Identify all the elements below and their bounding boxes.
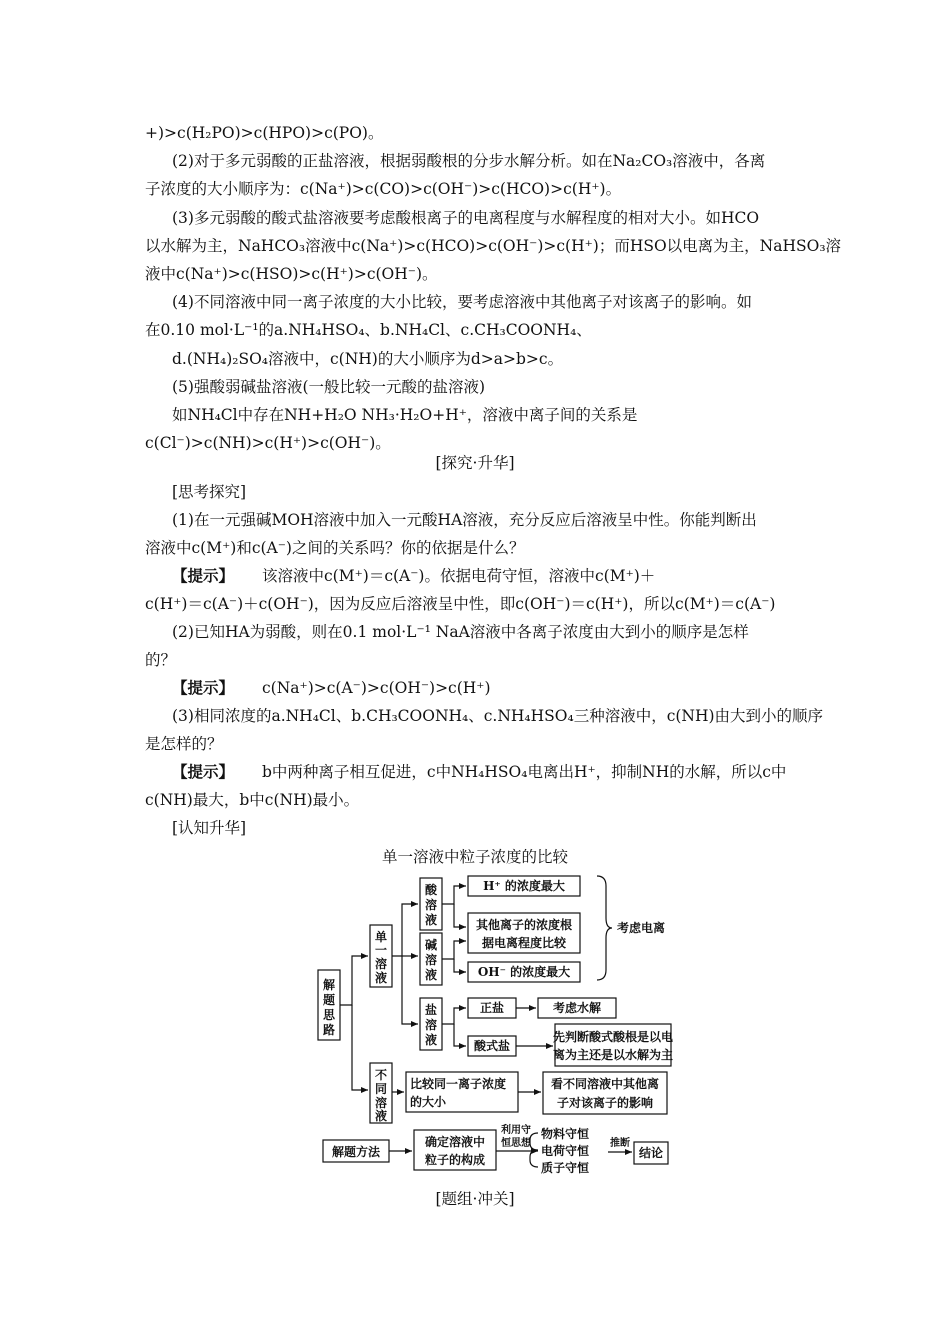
diagram-title: 单一溶液中粒子浓度的比较	[381, 848, 568, 866]
section-heading-tizu: [题组·冲关]	[435, 1190, 515, 1208]
oh-max-label: OH⁻ 的浓度最大	[477, 965, 571, 979]
suanshi-desc-line-1: 先判断酸式酸根是以电	[552, 1030, 674, 1044]
body-line: d.(NH₄)₂SO₄溶液中，c(NH)的大小顺序为d>a>b>c。	[172, 350, 564, 368]
other-ions-line-1: 其他离子的浓度根	[475, 918, 573, 932]
yan-char-1: 溶	[424, 1018, 438, 1032]
danyi-char-3: 液	[374, 971, 388, 985]
subheading-sikao: [思考探究]	[172, 483, 247, 501]
kaolv-shuijie-label: 考虑水解	[552, 1001, 602, 1015]
body-line: (3)多元弱酸的酸式盐溶液要考虑酸根离子的电离程度与水解程度的相对大小。如HCO	[172, 209, 760, 227]
shouheng-line-3: 质子守恒	[541, 1161, 590, 1175]
body-line: 子浓度的大小顺序为：c(Na⁺)>c(CO)>c(OH⁻)>c(HCO)>c(H⁺)。	[145, 180, 622, 198]
jian-char-1: 溶	[424, 953, 438, 967]
suanshiyan-label: 酸式盐	[473, 1039, 511, 1053]
question-3-line-1: (3)相同浓度的a.NH₄Cl、b.CH₃COONH₄、c.NH₄HSO₄三种溶液中，c(NH)由大到小的顺序	[172, 707, 824, 725]
butong-char-0: 不	[374, 1068, 388, 1082]
shouheng-line-2: 电荷守恒	[541, 1144, 590, 1158]
liyong-line-2: 恒思想	[501, 1138, 531, 1149]
queding-line-2: 粒子的构成	[424, 1153, 486, 1167]
hint-label: 【提示】	[172, 762, 235, 781]
subheading-renzhi: [认知升华]	[172, 819, 247, 837]
jieti-silu-char-1: 题	[322, 993, 336, 1007]
danyi-char-2: 溶	[374, 957, 388, 971]
question-1-line-1: (1)在一元强碱MOH溶液中加入一元酸HA溶液，充分反应后溶液呈中性。你能判断出	[172, 511, 757, 529]
suanshi-desc-line-2: 离为主还是以水解为主	[552, 1048, 674, 1062]
answer-3-line-2: c(NH)最大，b中c(NH)最小。	[145, 791, 360, 809]
shouheng-line-1: 物料守恒	[541, 1127, 590, 1141]
liyong-line-1: 利用守	[501, 1125, 531, 1136]
answer-2: c(Na⁺)>c(A⁻)>c(OH⁻)>c(H⁺)	[262, 679, 491, 697]
question-1-line-2: 溶液中c(M⁺)和c(A⁻)之间的关系吗？你的依据是什么？	[145, 539, 525, 557]
bijiao-line-1: 比较同一离子浓度	[410, 1077, 507, 1091]
body-line: 如NH₄Cl中存在NH+H₂O NH₃·H₂O+H⁺，溶液中离子间的关系是	[172, 406, 638, 424]
body-line: 液中c(Na⁺)>c(HSO)>c(H⁺)>c(OH⁻)。	[145, 265, 438, 283]
danyi-char-1: 一	[374, 943, 388, 957]
butong-char-3: 液	[374, 1109, 388, 1123]
butong-char-1: 同	[374, 1082, 388, 1096]
body-line: (2)对于多元弱酸的正盐溶液，根据弱酸根的分步水解分析。如在Na₂CO₃溶液中，各离	[172, 152, 766, 170]
body-line: (4)不同溶液中同一离子浓度的大小比较，要考虑溶液中其他离子对该离子的影响。如	[172, 293, 752, 311]
suan-char-1: 溶	[424, 898, 438, 912]
answer-3-line-1: b中两种离子相互促进，c中NH₄HSO₄电离出H⁺，抑制NH的水解，所以c中	[262, 763, 787, 781]
jieti-silu-char-0: 解	[322, 978, 336, 992]
jieti-silu-char-2: 思	[322, 1008, 336, 1022]
kaolv-dianli-label: 考虑电离	[617, 921, 666, 935]
flowchart-diagram	[0, 868, 950, 1184]
jian-char-2: 液	[424, 968, 438, 982]
jian-char-0: 碱	[424, 938, 438, 952]
body-line: 在0.10 mol·L⁻¹的a.NH₄HSO₄、b.NH₄Cl、c.CH₃COONH₄、	[145, 321, 592, 339]
kan-butong-line-1: 看不同溶液中其他离	[550, 1077, 660, 1091]
danyi-char-0: 单	[374, 930, 388, 944]
other-ions-line-2: 据电离程度比较	[481, 936, 567, 950]
hint-label: 【提示】	[172, 566, 235, 585]
question-2-line-2: 的？	[145, 651, 177, 669]
suan-char-2: 液	[424, 913, 438, 927]
kan-butong-line-2: 子对该离子的影响	[556, 1096, 654, 1110]
jieti-fangfa-label: 解题方法	[331, 1145, 381, 1159]
jielun-label: 结论	[638, 1146, 664, 1160]
question-2-line-1: (2)已知HA为弱酸，则在0.1 mol·L⁻¹ NaA溶液中各离子浓度由大到小的顺序是怎样	[172, 623, 749, 641]
bijiao-line-2: 的大小	[410, 1095, 447, 1109]
queding-line-1: 确定溶液中	[424, 1135, 486, 1149]
hint-label: 【提示】	[172, 678, 235, 697]
h-max-label: H⁺ 的浓度最大	[483, 879, 565, 893]
body-line: (5)强酸弱碱盐溶液(一般比较一元酸的盐溶液)	[172, 378, 486, 396]
body-line: c(Cl⁻)>c(NH)>c(H⁺)>c(OH⁻)。	[145, 434, 391, 452]
body-line: +)>c(H₂PO)>c(HPO)>c(PO)。	[145, 124, 384, 142]
yan-char-2: 液	[424, 1033, 438, 1047]
suan-char-0: 酸	[424, 883, 438, 897]
answer-1-line-1: 该溶液中c(M⁺)＝c(A⁻)。依据电荷守恒，溶液中c(M⁺)＋	[262, 567, 656, 585]
question-3-line-2: 是怎样的？	[145, 735, 223, 753]
yan-char-0: 盐	[424, 1003, 438, 1017]
section-heading-tanjiu: [探究·升华]	[435, 454, 515, 472]
jieti-silu-char-3: 路	[322, 1023, 336, 1037]
answer-1-line-2: c(H⁺)＝c(A⁻)＋c(OH⁻)，因为反应后溶液呈中性，即c(OH⁻)＝c(H⁺)，所以c(M⁺)＝c(A⁻)	[145, 595, 776, 613]
zhengyan-label: 正盐	[479, 1001, 505, 1015]
body-line: 以水解为主，NaHCO₃溶液中c(Na⁺)>c(HCO)>c(OH⁻)>c(H⁺)；而HSO以电离为主，NaHSO₃溶	[145, 237, 842, 255]
butong-char-2: 溶	[374, 1096, 388, 1110]
tuiduan-label: 推断	[610, 1138, 630, 1149]
